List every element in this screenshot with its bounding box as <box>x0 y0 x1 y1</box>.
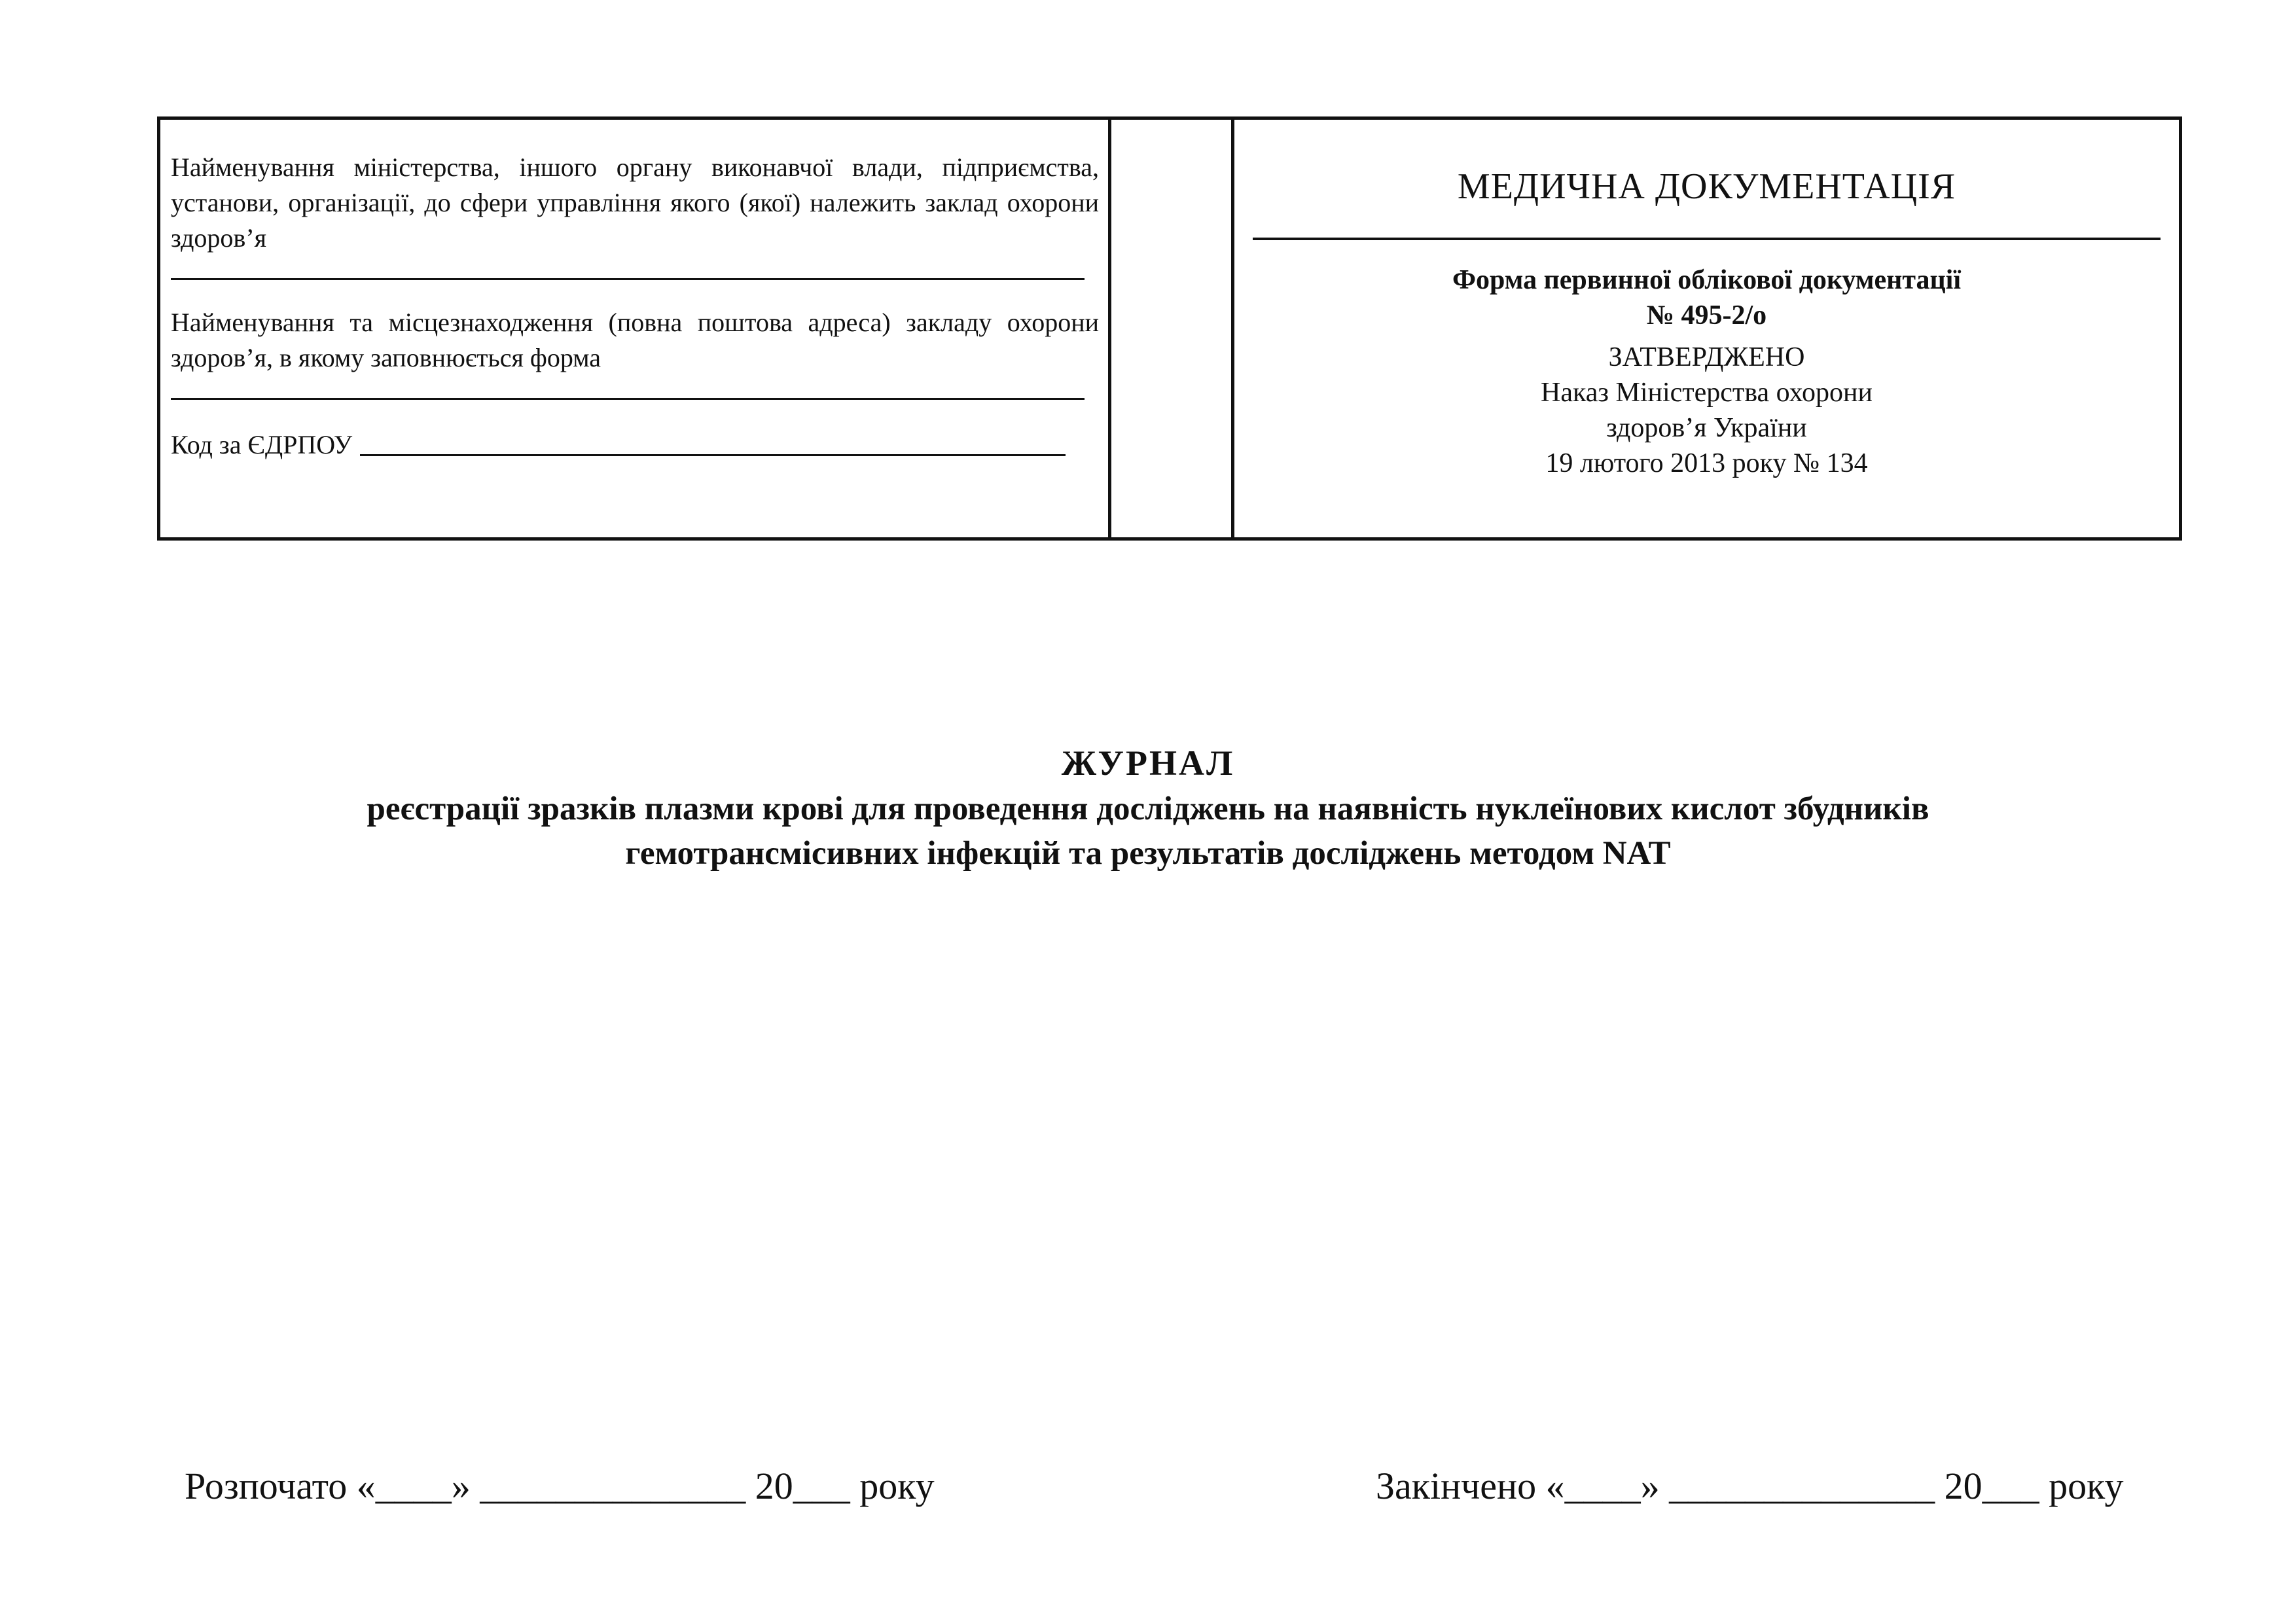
form-info-block <box>1234 120 2179 537</box>
finished-date-field[interactable]: Закінчено «____» ______________ 20___ року <box>1376 1465 2124 1507</box>
ministry-name-label: Найменування міністерства, іншого органу виконавчої влади, підприємства, установи, організації, до сфери управління якого (якої) належить заклад охорони здоров’я <box>171 152 1099 253</box>
approved-order-line2: здоров’я України <box>1606 413 1807 443</box>
approved-order-date: 19 лютого 2013 року № 134 <box>1545 448 1868 478</box>
ministry-name-line[interactable] <box>171 278 1085 280</box>
approved-label: ЗАТВЕРДЖЕНО <box>1608 342 1805 372</box>
spacer-column <box>1111 120 1234 537</box>
started-date-field[interactable]: Розпочато «____» ______________ 20___ року <box>185 1465 935 1507</box>
journal-heading <box>0 740 2296 876</box>
edrpou-line[interactable] <box>360 454 1066 456</box>
form-name-line1: Форма первинної облікової документації <box>1452 265 1962 295</box>
form-header-table <box>157 116 2182 541</box>
institution-name-label: Найменування та місцезнаходження (повна поштова адреса) закладу охорони здоров’я, в якому заповнюється форма <box>171 308 1099 372</box>
approved-order-line1: Наказ Міністерства охорони <box>1541 378 1873 408</box>
approval-block <box>1253 340 2161 481</box>
journal-title: ЖУРНАЛ <box>1061 743 1235 783</box>
form-number: № 495-2/о <box>1646 300 1767 330</box>
title-divider <box>1253 238 2161 240</box>
medical-documentation-title: МЕДИЧНА ДОКУМЕНТАЦІЯ <box>1457 166 1956 207</box>
journal-subtitle-line2: гемотрансмісивних інфекцій та результатів досліджень методом NAT <box>625 835 1671 872</box>
edrpou-label: Код за ЄДРПОУ <box>171 430 353 459</box>
form-name <box>1253 262 2161 333</box>
institution-block <box>160 120 1111 537</box>
journal-subtitle-line1: реєстрації зразків плазми крові для проведення досліджень на наявність нуклеїнових кислот збудників <box>367 791 1929 827</box>
edrpou-row <box>171 427 1099 463</box>
institution-name-line[interactable] <box>171 398 1085 400</box>
